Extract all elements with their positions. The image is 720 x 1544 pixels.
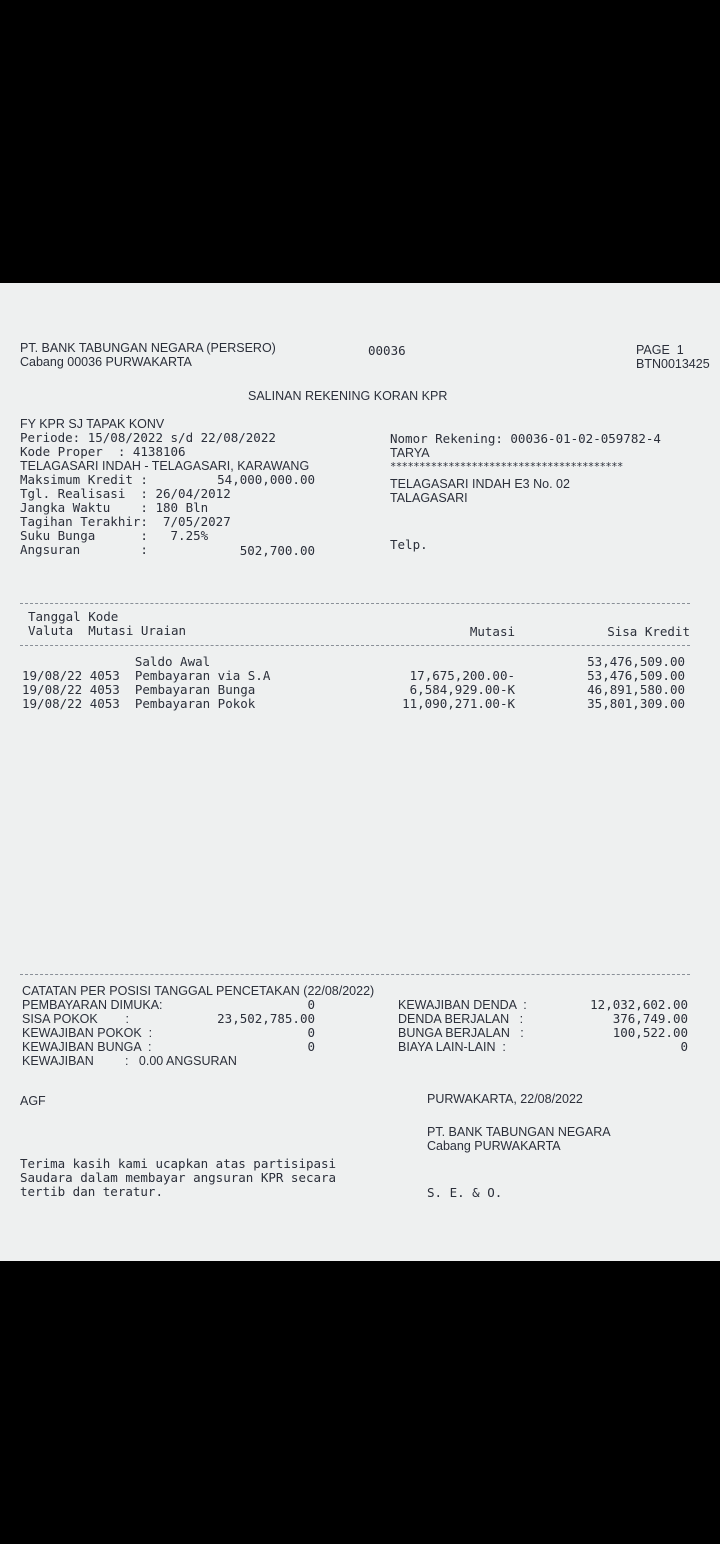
note-label: KEWAJIBAN DENDA : xyxy=(398,998,527,1012)
location: TELAGASARI INDAH - TELAGASARI, KARAWANG xyxy=(20,459,310,473)
seo-note: S. E. & O. xyxy=(427,1185,503,1200)
note-label: KEWAJIBAN POKOK : xyxy=(22,1026,153,1040)
divider xyxy=(20,974,690,975)
row-left: 19/08/22 4053 Pembayaran Bunga xyxy=(22,682,256,697)
thanks-line3: tertib dan teratur. xyxy=(20,1184,163,1199)
note-value: 0 xyxy=(307,1025,315,1040)
notes-title: CATATAN PER POSISI TANGGAL PENCETAKAN (22/08/2022) xyxy=(22,984,375,998)
branch-code: 00036 xyxy=(368,343,406,358)
row-left: 19/08/22 4053 Pembayaran Pokok xyxy=(22,696,256,711)
note-value: 0 xyxy=(680,1039,688,1054)
agf-code: AGF xyxy=(20,1094,46,1108)
note-value: 12,032,602.00 xyxy=(590,997,688,1012)
maks-kredit-value: 54,000,000.00 xyxy=(217,472,315,487)
suku-bunga: Suku Bunga : 7.25% xyxy=(20,528,209,543)
col-sisa-header: Sisa Kredit xyxy=(607,624,690,639)
angsuran-label: Angsuran : xyxy=(20,542,148,557)
col-mutasi-header: Mutasi xyxy=(469,624,515,639)
note-value: 100,522.00 xyxy=(612,1025,688,1040)
kewajiban-angsuran: KEWAJIBAN : 0.00 ANGSURAN xyxy=(22,1054,237,1068)
address-line1: TELAGASARI INDAH E3 No. 02 xyxy=(390,477,570,491)
customer-name: TARYA xyxy=(390,446,430,460)
bank-name: PT. BANK TABUNGAN NEGARA (PERSERO) xyxy=(20,341,276,355)
branch-name: Cabang 00036 PURWAKARTA xyxy=(20,355,192,369)
table-header-line1: Tanggal Kode xyxy=(28,609,119,624)
tagihan-terakhir: Tagihan Terakhir: 7/05/2027 xyxy=(20,514,231,529)
row-sisa: 53,476,509.00 xyxy=(587,668,685,683)
note-label: PEMBAYARAN DIMUKA: xyxy=(22,998,163,1012)
row-mutasi: 6,584,929.00-K xyxy=(409,682,515,697)
divider xyxy=(20,603,690,604)
note-label: BUNGA BERJALAN : xyxy=(398,1026,524,1040)
product-name: FY KPR SJ TAPAK KONV xyxy=(20,417,165,431)
periode: Periode: 15/08/2022 s/d 22/08/2022 xyxy=(20,430,276,445)
row-sisa: 46,891,580.00 xyxy=(587,682,685,697)
row-sisa: 35,801,309.00 xyxy=(587,696,685,711)
thanks-line1: Terima kasih kami ucapkan atas partisipasi xyxy=(20,1156,337,1171)
row-mutasi: 17,675,200.00- xyxy=(409,668,515,683)
maks-kredit-label: Maksimum Kredit : xyxy=(20,472,148,487)
nomor-rekening: Nomor Rekening: 00036-01-02-059782-4 xyxy=(390,431,661,446)
divider xyxy=(20,645,690,646)
thanks-line2: Saudara dalam membayar angsuran KPR secara xyxy=(20,1170,337,1185)
address-line2: TALAGASARI xyxy=(390,491,468,505)
note-label: DENDA BERJALAN : xyxy=(398,1012,524,1026)
tgl-realisasi: Tgl. Realisasi : 26/04/2012 xyxy=(20,486,231,501)
note-label: BIAYA LAIN-LAIN : xyxy=(398,1040,506,1054)
table-header-line2: Valuta Mutasi Uraian xyxy=(28,623,187,638)
statement-paper xyxy=(0,283,720,1261)
note-value: 0 xyxy=(307,997,315,1012)
note-label: KEWAJIBAN BUNGA : xyxy=(22,1040,152,1054)
note-value: 23,502,785.00 xyxy=(217,1011,315,1026)
note-value: 0 xyxy=(307,1039,315,1054)
doc-code: BTN0013425 xyxy=(636,357,710,371)
telp: Telp. xyxy=(390,537,428,552)
row-mutasi: 11,090,271.00-K xyxy=(402,696,515,711)
angsuran-value: 502,700.00 xyxy=(239,543,315,558)
page-number: PAGE 1 xyxy=(636,343,684,357)
place-date: PURWAKARTA, 22/08/2022 xyxy=(427,1092,583,1106)
row-left: Saldo Awal xyxy=(22,654,211,669)
kode-proper: Kode Proper : 4138106 xyxy=(20,444,186,459)
note-label: SISA POKOK : xyxy=(22,1012,129,1026)
row-left: 19/08/22 4053 Pembayaran via S.A xyxy=(22,668,271,683)
sign-branch: Cabang PURWAKARTA xyxy=(427,1139,561,1153)
row-sisa: 53,476,509.00 xyxy=(587,654,685,669)
page-title: SALINAN REKENING KORAN KPR xyxy=(248,389,448,403)
note-value: 376,749.00 xyxy=(612,1011,688,1026)
jangka-waktu: Jangka Waktu : 180 Bln xyxy=(20,500,209,515)
star-separator: **************************************** xyxy=(390,461,623,473)
sign-bank: PT. BANK TABUNGAN NEGARA xyxy=(427,1125,611,1139)
